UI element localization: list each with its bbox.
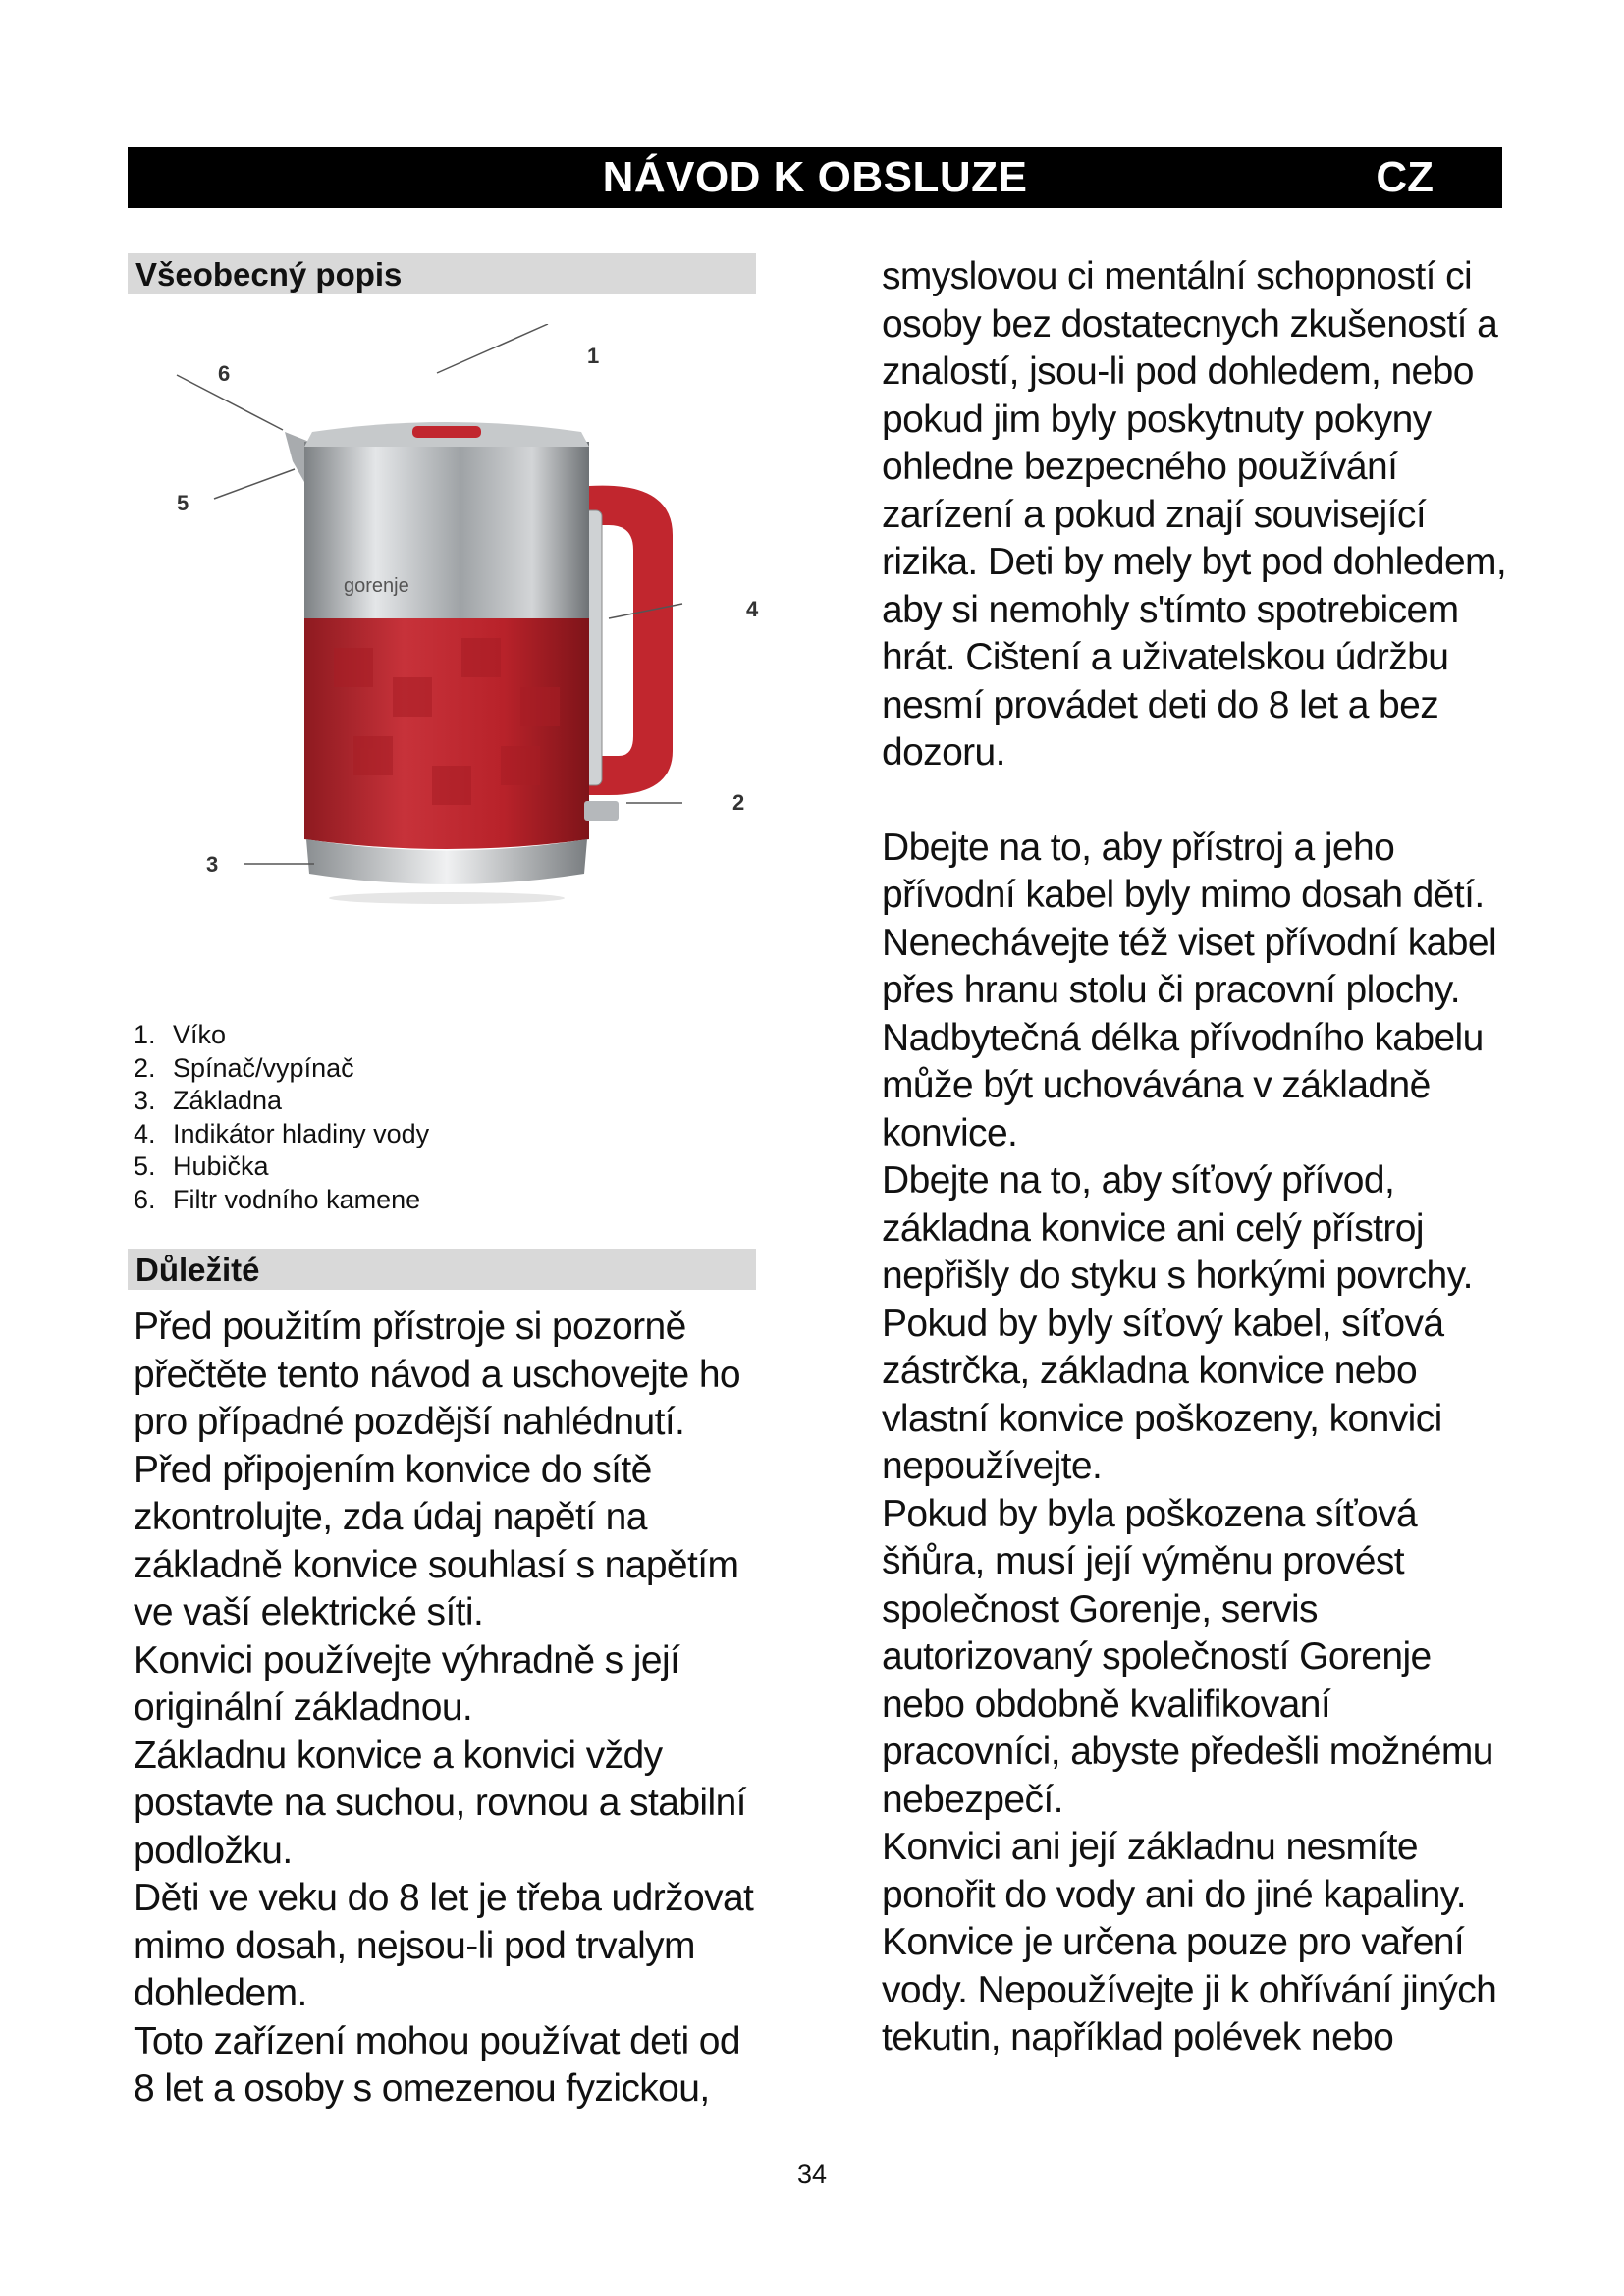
list-item: 2. Spínač/vypínač — [134, 1052, 354, 1083]
list-item: 4. Indikátor hladiny vody — [134, 1118, 430, 1148]
callout-5: 5 — [177, 491, 189, 515]
list-item: 3. Základna — [134, 1086, 283, 1115]
section-heading-general — [128, 253, 756, 294]
paragraph: Před připojením konvice do sítě zkontrolujte, zda údaj napětí na základně konvice souhlasí s napětím ve vaší elektrické síti. — [134, 1448, 739, 1633]
shadow — [329, 892, 565, 904]
parts-list — [134, 1019, 429, 1216]
list-item: 1. Víko — [134, 1020, 227, 1049]
paragraph: Děti ve veku do 8 let je třeba udržovat mimo dosah, nejsou-li pod trvalym dohledem. — [134, 1877, 754, 2014]
paragraph: Konvici používejte výhradně s její originální základnou. — [134, 1638, 680, 1729]
section-heading-important — [128, 1249, 756, 1290]
list-item: 5. Hubička — [134, 1151, 269, 1181]
paragraph: Před použitím přístroje si pozorně přečtěte tento návod a uschovejte ho pro případné pozdější nahlédnutí. — [134, 1306, 741, 1443]
page-number: 34 — [796, 2160, 828, 2189]
paragraph: Konvice je určena pouze pro vaření vody. Nepoužívejte ji k ohřívání jiných tekutin, například polévek nebo — [882, 1921, 1497, 2058]
callout-1: 1 — [587, 344, 600, 368]
paragraph: Základnu konvice a konvici vždy postavte na suchou, rovnou a stabilní podložku. — [134, 1734, 746, 1872]
list-item: 6. Filtr vodního kamene — [134, 1184, 421, 1214]
kettle-illustration — [137, 324, 776, 1011]
callout-line-5 — [214, 469, 295, 499]
paragraph: Pokud by byla poškozena síťová šňůra, musí její výměnu provést společnost Gorenje, servis autorizovaný společností Gorenje nebo obdobně kvalifikovaní pracovníci, abyste předešli možnému nebezpečí. — [882, 1492, 1493, 1821]
callout-6: 6 — [218, 361, 231, 386]
paragraph: smyslovou ci mentální schopností ci osoby bez dostatecnych zkušeností a znalostí, jsou-li pod dohledem, nebo pokud jim byly poskytnuty pokyny ohledne bezpecného používání zarízení a pokud znají související rizika. Deti by mely byt pod dohledem, aby si nemohly s'tímto spotrebicem hrát. Cištení a uživatelskou údržbu nesmí provádet deti do 8 let a bez dozoru. — [882, 255, 1507, 774]
paragraph: Konvici ani její základnu nesmíte ponořit do vody ani do jiné kapaliny. — [882, 1826, 1466, 1916]
header-bar — [128, 147, 1502, 208]
left-column-text — [134, 1304, 762, 2113]
paragraph: Toto zařízení mohou používat deti od 8 let a osoby s omezenou fyzickou, — [134, 2019, 740, 2109]
brand-logo: gorenje — [344, 575, 409, 597]
paragraph: Dbejte na to, aby přístroj a jeho přívodní kabel byly mimo dosah dětí. Nenechávejte též viset přívodní kabel přes hranu stolu či pracovní plochy. Nadbytečná délka přívodního kabelu může být uchovávána v základně konvice. — [882, 826, 1497, 1154]
callout-2: 2 — [732, 790, 745, 815]
kettle-figure — [137, 324, 776, 1011]
section-heading-important-label: Důležité — [135, 1252, 260, 1288]
callout-4: 4 — [746, 597, 759, 621]
paragraph-gap — [882, 777, 1510, 825]
paragraph: Dbejte na to, aby síťový přívod, základna konvice ani celý přístroj nepřišly do styku s horkými povrchy. — [882, 1159, 1473, 1297]
language-code: CZ — [1376, 153, 1434, 201]
page-title: NÁVOD K OBSLUZE — [602, 153, 1028, 201]
callout-line-1 — [437, 324, 548, 373]
section-heading-general-label: Všeobecný popis — [135, 256, 403, 293]
paragraph: Pokud by byly síťový kabel, síťová zástrčka, základna konvice nebo vlastní konvice poškozeny, konvici nepoužívejte. — [882, 1302, 1444, 1487]
callout-3: 3 — [206, 852, 219, 877]
right-column-text — [882, 253, 1510, 2062]
switch-shape — [584, 801, 619, 821]
lid-button — [412, 426, 481, 438]
